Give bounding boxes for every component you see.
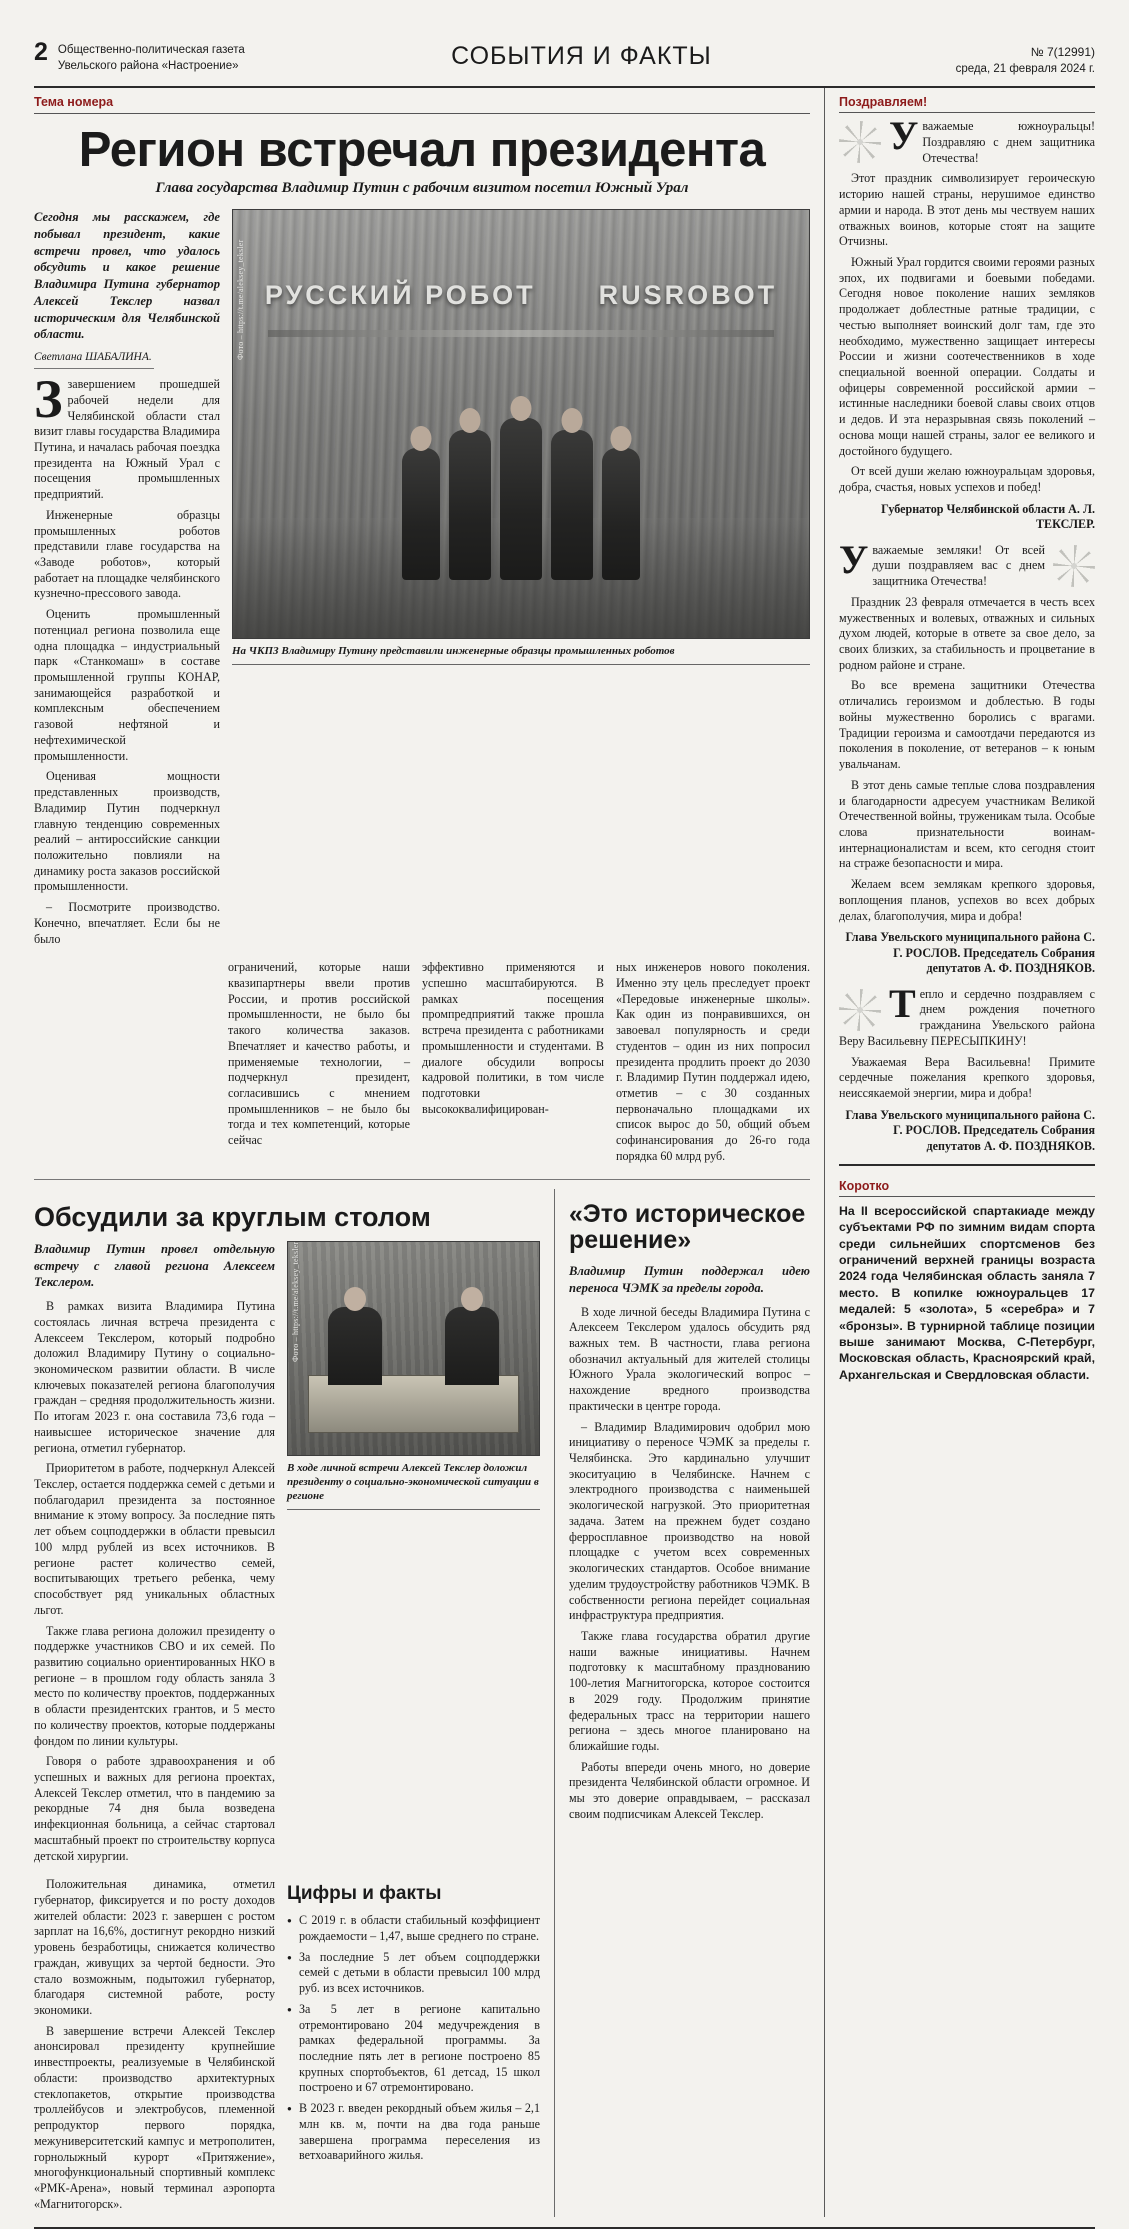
main-text-columns: [34, 960, 810, 1169]
article-lead: Сегодня мы расскажем, где побывал президент, какие встречи провел, что удалось обсудить и какое решение Владимира Путина губернатор Алексей Текслер назвал историческим для Челябинской области.: [34, 210, 220, 342]
figure: [500, 418, 542, 580]
round-table-lead: Владимир Путин провел отдельную встречу с главой региона Алексеем Текслером.: [34, 1241, 275, 1290]
snowflake-icon: [1053, 545, 1095, 587]
figure: [551, 430, 593, 580]
paragraph: В рамках визита Владимира Путина состоялась личная встреча президента с Алексеем Текслером, который подробно доложил Владимиру Путину о социально-экономическом развитии области. В числе ключевых показателей региона благополучия граждан – средняя продолжительность жизни. По итогам 2023 г. она составила 73,6 года – наивысшее историческое значение для региона, отметил губернатор.: [34, 1299, 275, 1455]
paragraph: В ходе личной беседы Владимира Путина с Алексеем Текслером удалось обсудить ряд важных тем. В частности, глава региона обозначил актуальный для жителей столицы Южного Урала экологический вопрос – нахождение вредного производства практически в центре города.: [569, 1304, 810, 1413]
list-item: ● С 2019 г. в области стабильный коэффициент рождаемости – 1,47, выше среднего по стране.: [287, 1913, 540, 1944]
paragraph: – Владимир Владимирович одобрил мою инициативу о переносе ЧЭМК за пределы г. Челябинска. Это кардинально улучшит экоситуацию в Челябинске. Начнем с электродного производства с наименьшей экологической нагрузкой. Это приоритетная задача. Затем на прежнем будет создано ферросплавное производство на новой площадке с учетом всех современных экологических стандартов. Особое внимание уделим трудоустройству работников ЧЭМК. В собственности региона перейдет социальная инфраструктура предприятия.: [569, 1419, 810, 1623]
paragraph: ограничений, которые наши квазипартнеры ввели против России, и против российской промышленности, не было бы такого количества заказов. Впечатляет и качество работы, и применяемые технологии, – подчеркнул президент, согласившись с мнением промышленников – не было бы тогда и тех компетенций, которые сейчас: [228, 960, 410, 1148]
kicker-rule: [34, 113, 810, 114]
lead-row: [34, 209, 810, 952]
text-column: [422, 960, 616, 1169]
article-subhead: Глава государства Владимир Путин с рабочим визитом посетил Южный Урал: [155, 180, 689, 197]
text-column: [34, 1877, 287, 2217]
kicker-label: Тема номера: [34, 95, 114, 110]
facts-box: [287, 1877, 540, 2217]
figure: [328, 1307, 382, 1385]
paragraph: Ззавершением прошедшей рабочей недели для Челябинской области стал визит главы государства Владимира Путина, и началась рабочая поездка президента на Южный Урал с посещения промышленных предприятий.: [34, 369, 220, 502]
round-table-photo-block: [287, 1241, 540, 1869]
paragraph: Также глава региона доложил президенту о поддержке участников СВО и их семей. По развитию социально ориентированных НКО в регионе – в прошлом году область заняла 3 место по количеству проектов, поддержанных в области президентских грантов, и 5 место по количеству проектов, которые поддержаны фондом по линии культуры.: [34, 1623, 275, 1748]
paragraph: Желаем всем землякам крепкого здоровья, воплощения планов, успехов во всех добрых делах, благополучия, мира и добра!: [839, 877, 1095, 923]
korotko-box: [839, 1164, 1095, 1383]
paragraph: Положительная динамика, отметил губернатор, фиксируется и по росту доходов жителей области: 2023 г. завершен с ростом зарплат на 16,6%, достигнут рекордно низкий уровень безработицы, снижается количество граждан, живущих за чертой бедности. Это стало возможным, подытожил губернатор, благодаря системной работе, росту экономики.: [34, 1877, 275, 2018]
list-item: ● За 5 лет в регионе капитально отремонтировано 204 медучреждения в рамках федеральной программы. За последние пять лет в регионе построено 85 крупных спортобъектов, 61 детсад, 15 школ построено и 67 отремонтировано.: [287, 2002, 540, 2096]
signature: Глава Увельского муниципального района С. Г. РОСЛОВ. Председатель Собрания депутатов А. Ф. ПОЗДНЯКОВ.: [845, 1107, 1095, 1153]
overlay-text-left: РУССКИЙ РОБОТ: [264, 280, 536, 311]
list-item: ● За последние 5 лет объем соцподдержки семей с детьми в области превысил 100 млрд руб. из всех источников.: [287, 1950, 540, 1997]
round-table-title: Обсудили за круглым столом: [34, 1201, 431, 1232]
photo-caption: На ЧКПЗ Владимиру Путину представили инженерные образцы промышленных роботов: [232, 644, 810, 665]
figure: [445, 1307, 499, 1385]
right-rail: [824, 88, 1095, 2217]
paragraph: Инженерные образцы промышленных роботов представили главе государства на «Заводе роботов», который работает на площадке челябинского кузнечно-прессового завода.: [34, 507, 220, 601]
historic-section: [554, 1189, 810, 2218]
congrats-heading: Поздравляем!: [839, 95, 928, 110]
historic-title: «Это историческое решение»: [569, 1199, 806, 1254]
figure: [449, 430, 491, 580]
paragraph: Работы впереди очень много, но доверие президента Челябинской области огромное. И мы это доверие оправдываем, – рассказал своим подписчикам Алексей Текслер.: [569, 1759, 810, 1821]
paragraph: Тепло и сердечно поздравляем с днем рождения почетного гражданина Увельского района Веру Васильевну ПЕРЕСЫПКИНУ!: [839, 980, 1095, 1048]
snowflake-icon: [839, 121, 881, 163]
issue-number: № 7(12991): [1030, 45, 1095, 59]
list-item: ● В 2023 г. введен рекордный объем жилья – 2,1 млн кв. м, почти на два года раньше завершена программа переселения из ветхоаварийного жилья.: [287, 2101, 540, 2164]
photo-figures: [402, 418, 640, 580]
section-title: СОБЫТИЯ И ФАКТЫ: [451, 42, 712, 70]
paragraph: Южный Урал гордится своими героями разных эпох, их подвигами и боевыми победами. Сегодня новое поколение наших земляков продолжает доблестные ратные традиции, с честью выполняет воинский долг там, где это необходимо, мужественно защищает интересы России и жизни соотечественников в ходе специальной военной операции. Солдаты и офицеры современной российской армии – истинные наследники боевой славы своих отцов и дедов. И эта неразрывная связь поколений – основа мощи нашей страны, залог ее великого и достойного будущего.: [839, 255, 1095, 458]
congrats-item: [839, 536, 1095, 977]
publisher-line-1: Общественно-политическая газета: [57, 44, 245, 56]
text-column: [228, 960, 422, 1169]
korotko-rule: [839, 1196, 1095, 1197]
facts-list: [287, 1913, 540, 2164]
paragraph: Оценить промышленный потенциал региона позволила еще одна площадка – индустриальный парк «Станкомаш» в составе промышленной группы КОНАР, занимающейся разработкой и комплексным обеспечением газовой нефтяной и нефтехимической промышленности.: [34, 607, 220, 763]
page-body: [0, 88, 1129, 2217]
page-title: Регион встречал президента: [78, 123, 766, 178]
historic-lead: Владимир Путин поддержал идею переноса ЧЭМК за пределы города.: [569, 1264, 810, 1295]
issue-date: среда, 21 февраля 2024 г.: [955, 63, 1095, 75]
photo-credit: Фото – https://t.me/aleksey_teksler: [236, 239, 245, 361]
korotko-heading: Коротко: [839, 1179, 890, 1194]
figure: [402, 448, 440, 580]
paragraph: Оценивая мощности представленных производств, Владимир Путин подчеркнул главную тенденцию современных реалий – антироссийские санкции положительно повлияли на динамику роста заказов российской промышленности.: [34, 769, 220, 894]
byline: Светлана ШАБАЛИНА.: [34, 351, 154, 369]
page-number: 2: [34, 38, 48, 66]
paragraph: Приоритетом в работе, подчеркнул Алексей Текслер, остается поддержка семей с детьми и поблагодарил президента за постоянное внимание к этому вопросу. За последние пять лет объем соцподдержки в области превысил 100 млрд рублей из всех источников. В регионе растет количество семей, воспитывающих третьего ребенка, чему способствует ряд уникальных областных льгот.: [34, 1461, 275, 1617]
paragraph: Также глава государства обратил другие наши важные инициативы. Начнем подготовку к масштабному празднованию 100-летия Магнитогорска, которое состоится в 2029 году. Продолжим принятие федеральных трасс на территории нашего региона – здесь многое планировано на ближайшие годы.: [569, 1628, 810, 1753]
publisher-info: [58, 40, 318, 74]
publisher-line-2: Увельского района «Настроение»: [57, 59, 239, 72]
signature: Губернатор Челябинской области А. Л. ТЕКСЛЕР.: [881, 501, 1095, 532]
photo-beam: [268, 330, 775, 337]
paragraph: Уважаемые земляки! От всей души поздравляем вас с днем защитника Отечества!: [839, 536, 1045, 589]
paragraph: Этот праздник символизирует героическую историю нашей страны, нерушимое единство армии и народа. В этот день мы чествуем наших отважных воинов, которые стоят на защите Отчизны.: [839, 171, 1095, 249]
paragraph: Говоря о работе здравоохранения и об успешных и важных для региона проектах, Алексей Текслер отметил, что в пандемию за рекордные 74 дня была возведена инфекционная больница, а сейчас стартовал масштабный проект по строительству корпуса детской хирургии.: [34, 1754, 275, 1863]
photo-factory: [232, 209, 810, 639]
photo-caption: В ходе личной встречи Алексей Текслер доложил президенту о социально-экономической ситуации в регионе: [287, 1461, 540, 1510]
signature: Глава Увельского муниципального района С. Г. РОСЛОВ. Председатель Собрания депутатов А. Ф. ПОЗДНЯКОВ.: [845, 930, 1095, 976]
round-table-section: [34, 1189, 810, 2218]
text-column: [616, 960, 810, 1169]
round-table-main: [34, 1189, 554, 2218]
main-content: [34, 88, 824, 2217]
photo-meeting: [287, 1241, 540, 1456]
paragraph: Уважаемая Вера Васильевна! Примите сердечные пожелания крепкого здоровья, неиссякаемой энергии, мира и добра!: [839, 1054, 1095, 1100]
masthead: [0, 0, 1129, 78]
paragraph: Праздник 23 февраля отмечается в честь всех мужественных и волевых, отважных и сильных духом людей, которые в ответе за свое дело, за своих близких, за стабильность и процветание в родном районе и стране.: [839, 594, 1095, 672]
congrats-item: [839, 980, 1095, 1154]
text-column: [34, 1241, 287, 1869]
figure: [602, 448, 640, 580]
issue-info: [845, 40, 1095, 78]
paragraph: эффективно применяются и успешно масштабируются. В рамках посещения промпредприятий также прошла встреча президента с работниками промышленности и студентами. В диалоге обсудили вопросы кадровой политики, в том числе подготовки высококвалифицирован-: [422, 960, 604, 1116]
section-divider: [34, 1179, 810, 1180]
paragraph: Во все времена защитники Отечества отличались героизмом и доблестью. В годы войны мужественно боролись с врагами. Традиции героизма и самоотдачи передаются из поколения в поколение, от ветеранов – к юным увальчанам.: [839, 678, 1095, 772]
overlay-text-right: RUSROBOT: [598, 280, 778, 311]
paragraph: От всей души желаю южноуральцам здоровья, добра, счастья, новых успехов и побед!: [839, 464, 1095, 495]
paragraph: В завершение встречи Алексей Текслер анонсировал президенту крупнейшие инвестпроекты, реализуемые в Челябинской области: производство архитектурных стеклопакетов, открытие производства троллейбусов и электробусов, племенной репродуктор первого порядка, межуниверситетский кампус и метрополитен, горнолыжный курорт «Притяжение», многофункциональный спортивный комплекс «РМК-Арена», новый терминал аэропорта «Магнитогорск».: [34, 2023, 275, 2211]
paragraph: В этот день самые теплые слова поздравления и благодарности адресуем участникам Великой Отечественной войны, труженикам тыла. Особые слова признательности воинам-интернационалистам и всем, кто сегодня стоит на страже безопасности и мира.: [839, 777, 1095, 871]
snowflake-icon: [839, 989, 881, 1031]
round-table-top: [34, 1241, 540, 1869]
text-column: [34, 960, 228, 1169]
paragraph: – Посмотрите производство. Конечно, впечатляет. Если бы не было: [34, 900, 220, 946]
main-photo-block: [232, 209, 810, 952]
facts-title: Цифры и факты: [287, 1883, 442, 1905]
korotko-text: На II всероссийской спартакиаде между субъектами РФ по зимним видам спорта среди сильнейших спортсменов без ограничений верхней границы возраста 2024 года Челябинская область заняла 7 место. В копилке южноуральцев 17 медалей: 5 «золота», 5 «серебра» и 7 «бронзы». В турнирной таблице позиции выше занимают Москва, С-Петербург, Московская область, Красноярский край, Архангельская и Свердловская области.: [839, 1204, 1095, 1382]
congrats-rule: [839, 112, 1095, 113]
paragraph: ных инженеров нового поколения. Именно эту цель преследует проект «Передовые инженерные школы». Как один из понравившихся, он завоевал популярность и среди студентов – один из них попросил президента продлить проект до 2030 г. Владимир Путин поддержал идею, отметив – с 30 созданных первоначально площадками их список вырос до 50, общий объем софинансирования до 26-го года порядка 60 млрд руб.: [616, 960, 810, 1163]
round-table-bottom: [34, 1877, 540, 2217]
photo-overlay-text: [233, 280, 809, 311]
congrats-item: [839, 113, 1095, 532]
photo-credit: Фото – https://t.me/aleksey_teksler: [291, 1241, 300, 1362]
lead-column: [34, 209, 232, 952]
paragraph: Уважаемые южноуральцы! Поздравляю с днем защитника Отечества!: [889, 113, 1095, 165]
